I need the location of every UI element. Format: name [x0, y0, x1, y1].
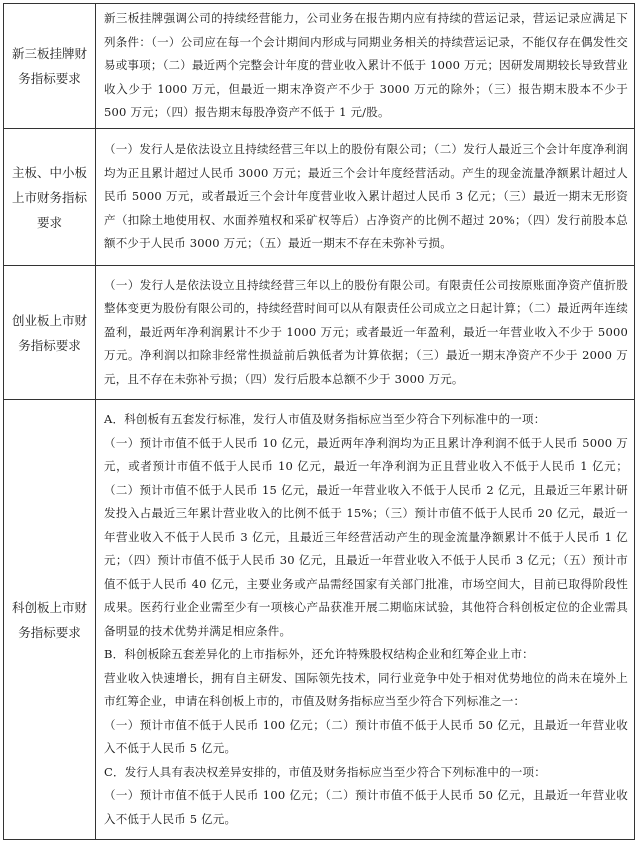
- paragraph: A．科创板有五套发行标准，发行人市值及财务指标应当至少符合下列标准中的一项：: [104, 412, 546, 426]
- paragraph: （一）预计市值不低于人民币 10 亿元，最近两年净利润均为正且累计净利润不低于人民币 5000 万元，或者预计市值不低于人民币 10 亿元，最近一年净利润为正且营业收入不低于人民币 1 亿元；（二）预计市值不低于人民币 15 亿元，最近一年营业收入不低于人民币 2 亿元，且最近三年累计研发投入占最近三年累计营业收入的比例不低于 15%；（三）预计市值不低于人民币 20 亿元，最近一年营业收入不低于人民币 3 亿元，且最近三年经营活动产生的现金流量净额累计不低于人民币 1 亿元；（四）预计市值不低于人民币 30 亿元，且最近一年营业收入不低于人民币 3 亿元；（五）预计市值不低于人民币 40 亿元，主要业务或产品需经国家有关部门批准，市场空间大，目前已取得阶段性成果。医药行业企业需至少有一项核心产品获准开展二期临床试验，其他符合科创板定位的企业需具备明显的技术优势并满足相应条件。: [104, 435, 628, 638]
- paragraph: （一）发行人是依法设立且持续经营三年以上的股份有限公司。有限责任公司按原账面净资产值折股整体变更为股份有限公司的，持续经营时间可以从有限责任公司成立之日起计算；（二）最近两年连续盈利，最近两年净利润累计不少于 1000 万元；或者最近一年盈利，最近一年营业收入不少于 5000 万元。净利润以扣除非经常性损益前后孰低者为计算依据；（三）最近一期末净资产不少于 2000 万元，且不存在未弥补亏损；（四）发行后股本总额不少于 3000 万元。: [104, 277, 628, 386]
- paragraph: C．发行人具有表决权差异安排的，市值及财务指标应当至少符合下列标准中的一项：: [104, 764, 546, 779]
- row-label-main-board: 主板、中小板上市财务指标要求: [4, 129, 96, 266]
- row-content-neeq: [96, 4, 635, 129]
- row-content-main-board: [96, 129, 635, 266]
- row-content-chinext: [96, 266, 635, 400]
- paragraph: 营业收入快速增长，拥有自主研发、国际领先技术，同行业竞争中处于相对优势地位的尚未在境外上市红筹企业，申请在科创板上市的，市值及财务指标应当至少符合下列标准之一：: [104, 670, 628, 708]
- table-row: [4, 266, 635, 400]
- paragraph: （一）发行人是依法设立且持续经营三年以上的股份有限公司；（二）发行人最近三个会计年度净利润均为正且累计超过人民币 3000 万元；最近三个会计年度经营活动。产生的现金流量净额累计超过人民币 5000 万元，或者最近三个会计年度营业收入累计超过人民币 3 亿元；（三）最近一期末无形资产（扣除土地使用权、水面养殖权和采矿权等后）占净资产的比例不超过 20%；（四）发行前股本总额不少于人民币 3000 万元；（五）最近一期末不存在未弥补亏损。: [104, 142, 628, 251]
- row-label-neeq: 新三板挂牌财务指标要求: [4, 4, 96, 129]
- row-content-star-market: [96, 400, 635, 840]
- paragraph: （一）预计市值不低于人民币 100 亿元；（二）预计市值不低于人民币 50 亿元，且最近一年营业收入不低于人民币 5 亿元。: [104, 717, 628, 755]
- paragraph: 新三板挂牌强调公司的持续经营能力，公司业务在报告期内应有持续的营运记录，营运记录应满足下列条件：（一）公司应在每一个会计期间内形成与同期业务相关的持续营运记录，不能仅存在偶发性交易或事项；（二）最近两个完整会计年度的营业收入累计不低于 1000 万元；因研发周期较长导致营业收入少于 1000 万元，但最近一期末净资产不少于 3000 万元的除外；（三）报告期末股本不少于 500 万元；（四）报告期末每股净资产不低于 1 元/股。: [104, 11, 628, 120]
- table-row: [4, 129, 635, 266]
- paragraph: B．科创板除五套差异化的上市指标外，还允许特殊股权结构企业和红筹企业上市：: [104, 647, 534, 661]
- table-row: [4, 400, 635, 840]
- paragraph: （一）预计市值不低于人民币 100 亿元；（二）预计市值不低于人民币 50 亿元，且最近一年营业收入不低于人民币 5 亿元。: [104, 788, 628, 826]
- listing-requirements-table: [3, 3, 635, 840]
- table-row: [4, 4, 635, 129]
- row-label-star-market: 科创板上市财务指标要求: [4, 400, 96, 840]
- row-label-chinext: 创业板上市财务指标要求: [4, 266, 96, 400]
